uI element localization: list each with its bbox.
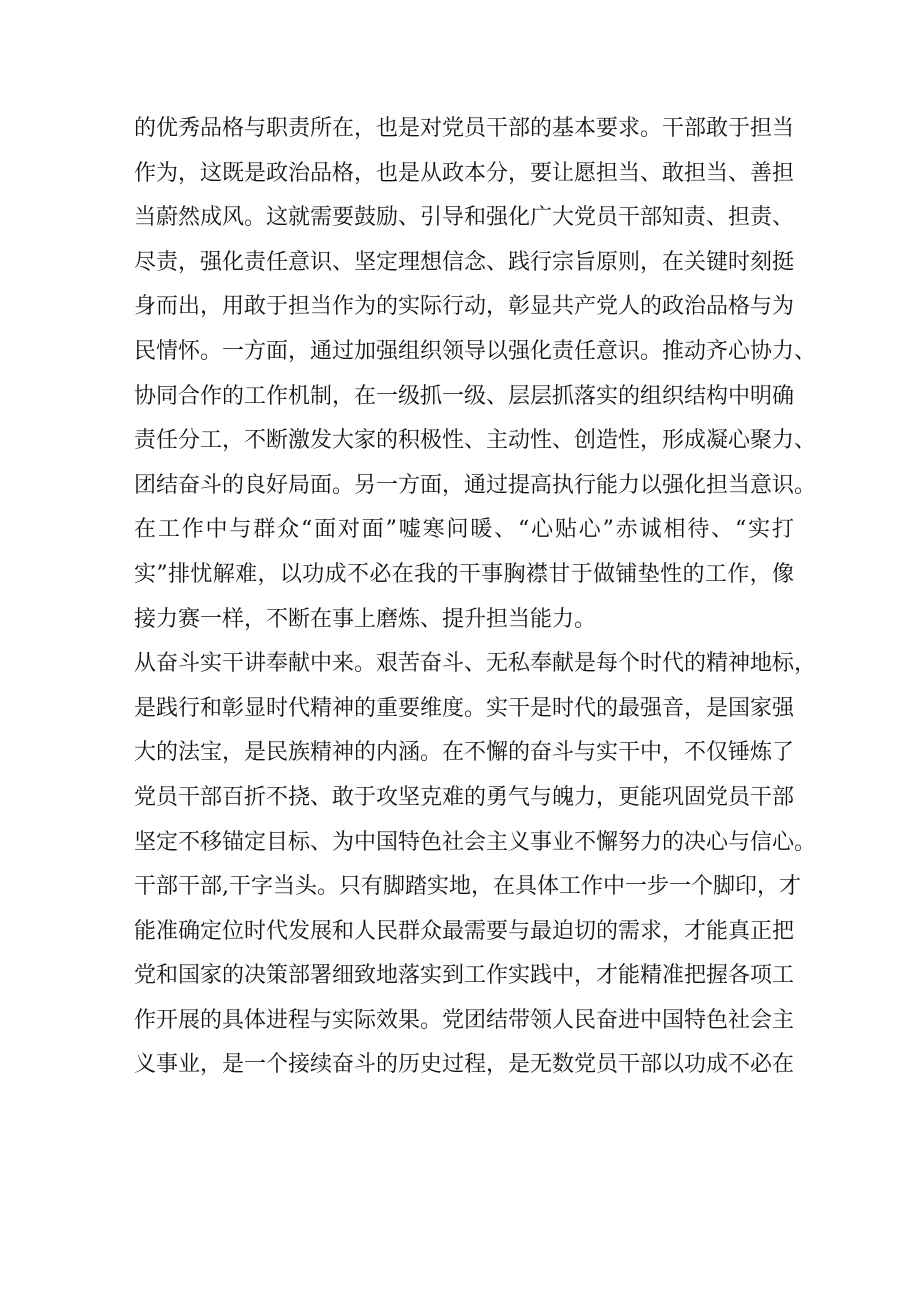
text-line: 民情怀。一方面，通过加强组织领导以强化责任意识。推动齐心协力、 bbox=[134, 338, 817, 364]
text-line: 身而出，用敢于担当作为的实际行动，彰显共产党人的政治品格与为 bbox=[134, 294, 795, 320]
text-line: 团结奋斗的良好局面。另一方面，通过提高执行能力以强化担当意识。 bbox=[134, 472, 817, 498]
text-line: 协同合作的工作机制，在一级抓一级、层层抓落实的组织结构中明确 bbox=[134, 383, 795, 409]
text-line: 坚定不移锚定目标、为中国特色社会主义事业不懈努力的决心与信心。 bbox=[134, 829, 817, 855]
text-line: 能准确定位时代发展和人民群众最需要与最迫切的需求，才能真正把 bbox=[134, 918, 795, 944]
text-line: 义事业，是一个接续奋斗的历史过程，是无数党员干部以功成不必在 bbox=[134, 1052, 795, 1078]
text-line: 干部干部,干字当头。只有脚踏实地，在具体工作中一步一个脚印，才 bbox=[134, 874, 801, 900]
text-line: 当蔚然成风。这就需要鼓励、引导和强化广大党员干部知责、担责、 bbox=[134, 205, 795, 231]
text-line: 责任分工，不断激发大家的积极性、主动性、创造性，形成凝心聚力、 bbox=[134, 428, 817, 454]
text-line: 党和国家的决策部署细致地落实到工作实践中，才能精准把握各项工 bbox=[134, 963, 795, 989]
text-line: 党员干部百折不挠、敢于攻坚克难的勇气与魄力，更能巩固党员干部 bbox=[134, 784, 795, 810]
text-line: 作开展的具体进程与实际效果。党团结带领人民奋进中国特色社会主 bbox=[134, 1007, 795, 1033]
body-text bbox=[134, 107, 817, 1088]
text-line: 的优秀品格与职责所在，也是对党员干部的基本要求。干部敢于担当 bbox=[134, 116, 795, 141]
text-line: 大的法宝，是民族精神的内涵。在不懈的奋斗与实干中，不仅锤炼了 bbox=[134, 740, 795, 766]
text-line: 尽责，强化责任意识、坚定理想信念、践行宗旨原则，在关键时刻挺 bbox=[134, 249, 795, 275]
text-line: 在工作中与群众“面对面”嘘寒问暖、“心贴心”赤诚相待、“实打 bbox=[134, 517, 794, 543]
text-line: 是践行和彰显时代精神的重要维度。实干是时代的最强音，是国家强 bbox=[134, 695, 795, 721]
text-line: 作为，这既是政治品格，也是从政本分，要让愿担当、敢担当、善担 bbox=[134, 160, 795, 186]
text-line: 接力赛一样，不断在事上磨炼、提升担当能力。 bbox=[134, 606, 597, 632]
text-line: 从奋斗实干讲奉献中来。艰苦奋斗、无私奉献是每个时代的精神地标， bbox=[134, 651, 817, 677]
text-line: 实”排忧解难，以功成不必在我的干事胸襟甘于做铺垫性的工作，像 bbox=[134, 561, 794, 587]
